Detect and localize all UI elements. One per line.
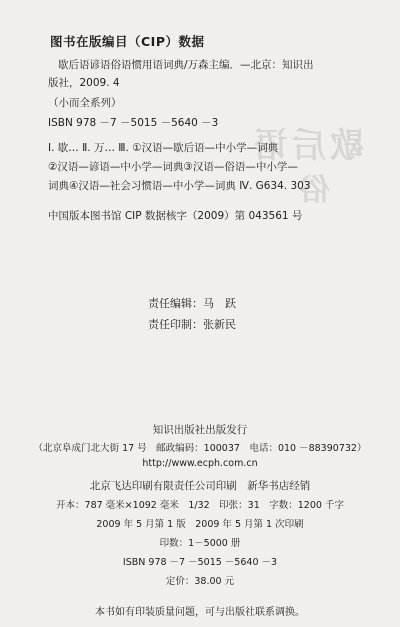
cip-line: 版社，2009. 4: [48, 77, 120, 89]
editor-name: 马 跃: [203, 297, 236, 310]
printer-info: 北京飞达印刷有限责任公司印刷 新华书店经销: [89, 480, 311, 492]
edition-info: 2009 年 5 月第 1 版 2009 年 5 月第 1 次印刷: [96, 519, 304, 530]
publisher-website: http://www.ecph.com.cn: [142, 458, 258, 469]
quality-notice: 本书如有印装质量问题，可与出版社联系调换。: [95, 607, 305, 618]
isbn: ISBN 978 －7 －5015 －5640 －3: [122, 557, 278, 568]
book-format: 开本：787 毫米×1092 毫米 1/32 印张：31 字数：1200 千字: [56, 500, 344, 511]
show-through-decoration: 俗: [300, 173, 330, 208]
printing-name: 张新民: [203, 318, 236, 331]
cip-verification: 中国版本图书馆 CIP 数据核字（2009）第 043561 号: [48, 210, 303, 222]
printing-label: 责任印制：: [148, 318, 203, 331]
print-run: 印数：1－5000 册: [159, 538, 241, 549]
cip-line: （小而全系列）: [48, 97, 122, 109]
price: 定价：38.00 元: [165, 576, 235, 587]
printing-credit: [148, 318, 236, 332]
publisher-address: （北京阜成门北大街 17 号 邮政编码：100037 电话：010 －88390732）: [33, 443, 367, 454]
cip-line: 歇后语谚语俗语惯用语词典/万森主编．—北京：知识出: [58, 59, 314, 71]
editor-label: 责任编辑：: [148, 297, 203, 310]
cip-line: Ⅰ. 歇… Ⅱ. 万… Ⅲ. ①汉语—歇后语—中小学—词典: [48, 142, 279, 154]
publisher: 知识出版社出版发行: [152, 424, 248, 436]
cip-line: ISBN 978 －7 －5015 －5640 －3: [48, 117, 219, 129]
editor-credit: [148, 297, 236, 311]
cip-heading: 图书在版编目（CIP）数据: [50, 34, 205, 49]
cip-line: 词典④汉语—社会习惯语—中小学—词典 Ⅳ. G634. 303: [48, 180, 311, 192]
show-through-decoration: 歇后语: [250, 126, 364, 166]
cip-line: ②汉语—谚语—中小学—词典③汉语—俗语—中小学—: [48, 161, 298, 173]
